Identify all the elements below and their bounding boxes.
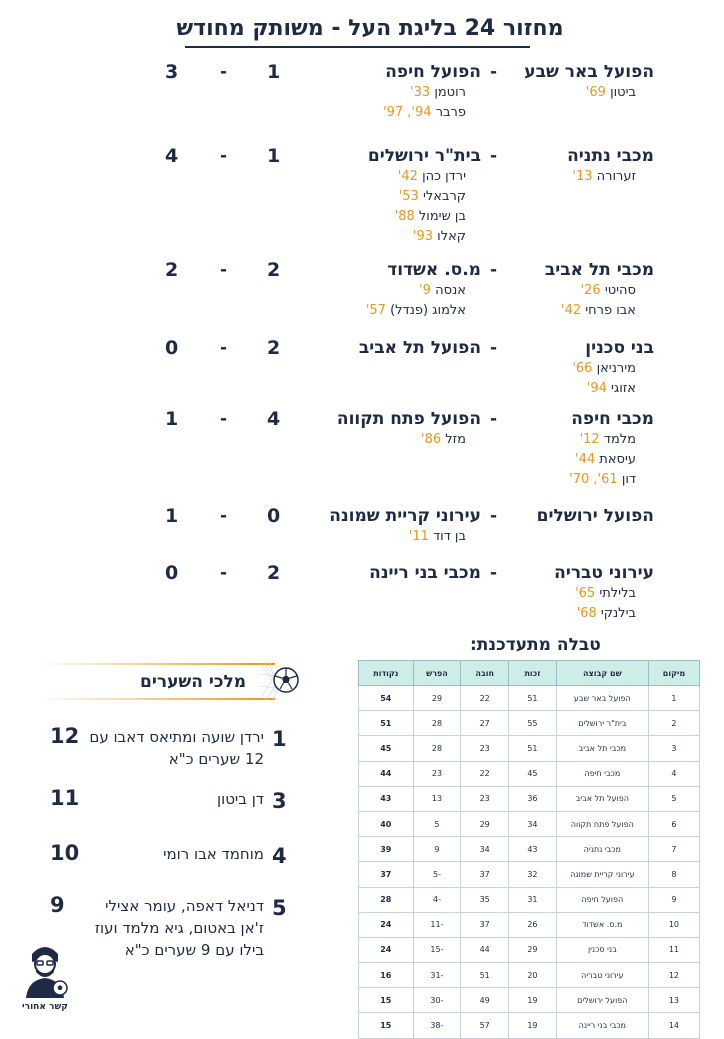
teams-separator: -: [490, 506, 498, 526]
away-team: מ.ס. אשדוד: [387, 260, 481, 280]
scorer: [561, 301, 636, 321]
table-cell: 29: [413, 686, 461, 711]
score-separator: -: [220, 62, 228, 82]
scorer-name: בילנקי: [600, 606, 636, 621]
table-header-cell: חובה: [461, 661, 509, 686]
table-row: [359, 963, 700, 988]
scorer-name: בן שימול: [418, 209, 466, 224]
scorer-name: עיסאת: [599, 452, 636, 467]
home-team: מכבי נתניה: [567, 146, 654, 166]
score-home: 2: [267, 337, 281, 359]
table-cell: 51: [461, 963, 509, 988]
scorer-rank: 4: [272, 844, 287, 868]
table-header-cell: זכות: [509, 661, 557, 686]
table-cell: 43: [359, 786, 414, 811]
scorer: [569, 450, 636, 470]
brand-name: קשר אחורי: [22, 1002, 68, 1012]
scorer-rank: 3: [272, 789, 287, 813]
scorer-minute: 13': [572, 169, 593, 184]
scorer-names: ירדן שועה ומתיאס דאבו עם 12 שערים כ"א: [89, 728, 264, 768]
scorer: [409, 527, 466, 547]
table-cell: 28: [413, 736, 461, 761]
table-cell: הפועל תל אביב: [556, 786, 648, 811]
teams-separator: -: [490, 146, 498, 166]
scorer-minute: 94': [586, 381, 607, 396]
table-cell: -38: [413, 1013, 461, 1038]
home-scorers: [561, 281, 636, 321]
score-separator: -: [220, 260, 228, 280]
scorer-name: פרבר: [435, 105, 466, 120]
away-team: הפועל תל אביב: [358, 338, 481, 358]
scorer: [395, 187, 466, 207]
table-cell: 34: [509, 811, 557, 836]
scorer-name: מלמד: [603, 432, 636, 447]
table-cell: 37: [461, 862, 509, 887]
table-cell: 13: [648, 988, 699, 1013]
scorer-minute: 93': [412, 229, 434, 244]
scorer-name: זערורה: [596, 169, 636, 184]
table-header-cell: נקודות: [359, 661, 414, 686]
score-away: 2: [165, 259, 179, 281]
teams-separator: -: [490, 409, 498, 429]
score-home: 0: [267, 505, 281, 527]
table-row: [359, 736, 700, 761]
table-cell: 19: [509, 1013, 557, 1038]
scorer: [575, 604, 636, 624]
table-cell: 9: [413, 837, 461, 862]
table-cell: 55: [509, 711, 557, 736]
scorer-name: קאלו: [437, 229, 466, 244]
table-cell: 9: [648, 887, 699, 912]
scorer: [421, 430, 466, 450]
table-cell: 15: [359, 1013, 414, 1038]
score-home: 4: [267, 408, 281, 430]
table-cell: 22: [461, 686, 509, 711]
table-cell: 14: [648, 1013, 699, 1038]
away-team: הפועל פתח תקווה: [336, 409, 481, 429]
away-team: הפועל חיפה: [385, 62, 481, 82]
table-cell: 39: [359, 837, 414, 862]
scorer-minute: 53': [398, 189, 419, 204]
score-home: 1: [267, 61, 281, 83]
away-scorers: [395, 167, 466, 247]
score-away: 1: [165, 408, 179, 430]
away-team: עירוני קריית שמונה: [329, 506, 481, 526]
home-team: מכבי תל אביב: [544, 260, 654, 280]
scorer-rank: 1: [272, 727, 287, 751]
table-cell: 51: [509, 686, 557, 711]
table-cell: 26: [509, 912, 557, 937]
table-cell: מכבי נתניה: [556, 837, 648, 862]
table-cell: מכבי בני ריינה: [556, 1013, 648, 1038]
score-separator: -: [220, 506, 228, 526]
decor-line: [35, 698, 275, 700]
table-cell: 29: [509, 937, 557, 962]
table-cell: בית"ר ירושלים: [556, 711, 648, 736]
scorer-name: ירדן כהן: [422, 169, 466, 184]
scorer-name: בן דוד: [433, 529, 466, 544]
away-team: מכבי בני ריינה: [369, 563, 481, 583]
table-cell: הפועל חיפה: [556, 887, 648, 912]
scorer-goals: 10: [50, 841, 80, 865]
teams-separator: -: [490, 338, 498, 358]
scorer-name: ביטון: [610, 85, 636, 100]
table-header-row: [359, 661, 700, 686]
home-scorers: [572, 167, 636, 187]
home-team: הפועל ירושלים: [536, 506, 654, 526]
table-cell: 4: [648, 761, 699, 786]
table-cell: 23: [461, 736, 509, 761]
table-cell: 51: [509, 736, 557, 761]
table-cell: 12: [648, 963, 699, 988]
scorer-name: אזוגי: [611, 381, 636, 396]
table-row: [359, 937, 700, 962]
table-cell: הפועל באר שבע: [556, 686, 648, 711]
table-cell: 37: [461, 912, 509, 937]
table-cell: 45: [509, 761, 557, 786]
scorer-minute: 66': [572, 361, 593, 376]
table-cell: 2: [648, 711, 699, 736]
score-away: 0: [165, 337, 179, 359]
scorer: [569, 470, 636, 490]
table-cell: 6: [648, 811, 699, 836]
title-underline: [185, 46, 530, 48]
table-cell: 43: [509, 837, 557, 862]
scorer: [366, 281, 466, 301]
table-cell: -31: [413, 963, 461, 988]
standings-table: [358, 660, 700, 1039]
table-cell: 16: [359, 963, 414, 988]
score-away: 4: [165, 145, 179, 167]
scorer-name: דון: [621, 472, 636, 487]
table-cell: 22: [461, 761, 509, 786]
table-row: [359, 1013, 700, 1038]
score-separator: -: [220, 563, 228, 583]
scorer: [561, 281, 636, 301]
table-cell: 5: [413, 811, 461, 836]
away-scorers: [366, 281, 466, 321]
table-row: [359, 761, 700, 786]
away-scorers: [383, 83, 466, 123]
table-cell: 10: [648, 912, 699, 937]
table-row: [359, 912, 700, 937]
table-cell: הפועל ירושלים: [556, 988, 648, 1013]
scorer: [383, 103, 466, 123]
score-away: 0: [165, 562, 179, 584]
scorer-name: מזל: [445, 432, 466, 447]
table-cell: 57: [461, 1013, 509, 1038]
home-scorers: [586, 83, 636, 103]
table-cell: -30: [413, 988, 461, 1013]
table-cell: 19: [509, 988, 557, 1013]
scorer: [572, 167, 636, 187]
scorer-minute: 94', 97': [383, 105, 432, 120]
table-cell: 51: [359, 711, 414, 736]
scorer: [395, 167, 466, 187]
scorer-minute: 9': [419, 283, 432, 298]
scorer-names: דן ביטון: [217, 790, 264, 808]
scorer-name: בלילתי: [599, 586, 636, 601]
table-cell: עירוני טבריה: [556, 963, 648, 988]
table-cell: בני סכנין: [556, 937, 648, 962]
table-cell: -15: [413, 937, 461, 962]
score-separator: -: [220, 409, 228, 429]
table-cell: -11: [413, 912, 461, 937]
scorer-minute: 26': [580, 283, 601, 298]
table-cell: 24: [359, 937, 414, 962]
scorer-goals: 11: [50, 786, 80, 810]
scorer: [586, 83, 636, 103]
table-cell: הפועל פתח תקווה: [556, 811, 648, 836]
table-cell: 45: [359, 736, 414, 761]
table-cell: מכבי תל אביב: [556, 736, 648, 761]
scorer-minute: 69': [585, 85, 606, 100]
scorer-minute: 11': [408, 529, 429, 544]
scorer-name: קרבאלי: [422, 189, 466, 204]
decor-line: [35, 663, 275, 665]
score-away: 1: [165, 505, 179, 527]
table-cell: 28: [413, 711, 461, 736]
scorer-names: דניאל דאפה, עומר אצילי ז'אן באטום, גיא מלמד ועוז בילו עם 9 שערים כ"א: [94, 897, 264, 959]
scorer-minute: 57': [365, 303, 386, 318]
home-scorers: [569, 430, 636, 490]
table-row: [359, 811, 700, 836]
scorer: [572, 379, 636, 399]
top-scorers-title: מלכי השערים: [140, 672, 247, 692]
table-cell: 28: [359, 887, 414, 912]
table-row: [359, 988, 700, 1013]
scorer-name: אבו פרחי: [585, 303, 636, 318]
scorer-goals: 9: [50, 893, 65, 917]
table-cell: 13: [413, 786, 461, 811]
table-cell: 8: [648, 862, 699, 887]
away-scorers: [421, 430, 466, 450]
scorer: [395, 207, 466, 227]
table-cell: 44: [359, 761, 414, 786]
score-home: 2: [267, 562, 281, 584]
table-row: [359, 686, 700, 711]
table-cell: 32: [509, 862, 557, 887]
table-cell: עירוני קריית שמונה: [556, 862, 648, 887]
score-away: 3: [165, 61, 179, 83]
table-cell: 37: [359, 862, 414, 887]
table-cell: 29: [461, 811, 509, 836]
table-cell: מכבי חיפה: [556, 761, 648, 786]
home-scorers: [575, 584, 636, 624]
table-cell: 5: [648, 786, 699, 811]
home-team: הפועל באר שבע: [524, 62, 654, 82]
scorer: [366, 301, 466, 321]
table-cell: 24: [359, 912, 414, 937]
table-cell: 44: [461, 937, 509, 962]
score-separator: -: [220, 146, 228, 166]
scorer-goals: 12: [50, 724, 80, 748]
table-header-cell: מיקום: [648, 661, 699, 686]
scorer-name: אלמוג (פנדל): [390, 303, 466, 318]
table-cell: 35: [461, 887, 509, 912]
table-cell: 15: [359, 988, 414, 1013]
scorer-minute: 33': [410, 85, 431, 100]
home-team: עירוני טבריה: [554, 563, 654, 583]
scorer: [572, 359, 636, 379]
scorer-name: אנסה: [435, 283, 466, 298]
table-cell: 36: [509, 786, 557, 811]
table-row: [359, 786, 700, 811]
table-cell: מ.ס. אשדוד: [556, 912, 648, 937]
table-header-cell: שם קבוצה: [556, 661, 648, 686]
page-title: מחזור 24 בליגת העל - משותק מחודש: [176, 16, 564, 41]
table-cell: 11: [648, 937, 699, 962]
scorer: [395, 227, 466, 247]
table-cell: 40: [359, 811, 414, 836]
scorer-minute: 44': [575, 452, 596, 467]
table-cell: 34: [461, 837, 509, 862]
scorer-minute: 42': [397, 169, 418, 184]
table-cell: 7: [648, 837, 699, 862]
table-header-cell: הפרש: [413, 661, 461, 686]
score-home: 2: [267, 259, 281, 281]
table-cell: 3: [648, 736, 699, 761]
away-scorers: [409, 527, 466, 547]
scorer-minute: 65': [575, 586, 596, 601]
table-cell: 23: [461, 786, 509, 811]
home-team: בני סכנין: [585, 338, 654, 358]
table-cell: 1: [648, 686, 699, 711]
table-cell: 23: [413, 761, 461, 786]
scorer: [383, 83, 466, 103]
teams-separator: -: [490, 62, 498, 82]
scorer-minute: 42': [560, 303, 582, 318]
table-title: טבלה מתעדכנת:: [470, 635, 601, 655]
table-cell: 31: [509, 887, 557, 912]
table-row: [359, 887, 700, 912]
home-team: מכבי חיפה: [571, 409, 654, 429]
table-row: [359, 837, 700, 862]
scorer-minute: 86': [421, 432, 442, 447]
scorer-name: מירניאן: [596, 361, 636, 376]
table-cell: -4: [413, 887, 461, 912]
table-row: [359, 862, 700, 887]
teams-separator: -: [490, 563, 498, 583]
scorer-names: מוחמד אבו רומי: [163, 845, 264, 863]
scorer-name: רוטמן: [434, 85, 466, 100]
scorer-minute: 61', 70': [569, 472, 618, 487]
away-team: בית"ר ירושלים: [367, 146, 481, 166]
table-cell: 20: [509, 963, 557, 988]
table-cell: 27: [461, 711, 509, 736]
home-scorers: [572, 359, 636, 399]
score-separator: -: [220, 338, 228, 358]
table-cell: 54: [359, 686, 414, 711]
brand-logo-icon: [20, 940, 70, 1000]
scorer-minute: 68': [576, 606, 597, 621]
table-row: [359, 711, 700, 736]
scorer-minute: 88': [394, 209, 415, 224]
scorer: [569, 430, 636, 450]
scorer-minute: 12': [579, 432, 600, 447]
soccer-ball-icon: [258, 658, 302, 702]
table-cell: 49: [461, 988, 509, 1013]
score-home: 1: [267, 145, 281, 167]
scorer-rank: 5: [272, 896, 287, 920]
scorer: [575, 584, 636, 604]
teams-separator: -: [490, 260, 498, 280]
scorer-name: סהיטי: [604, 283, 636, 298]
table-cell: -5: [413, 862, 461, 887]
